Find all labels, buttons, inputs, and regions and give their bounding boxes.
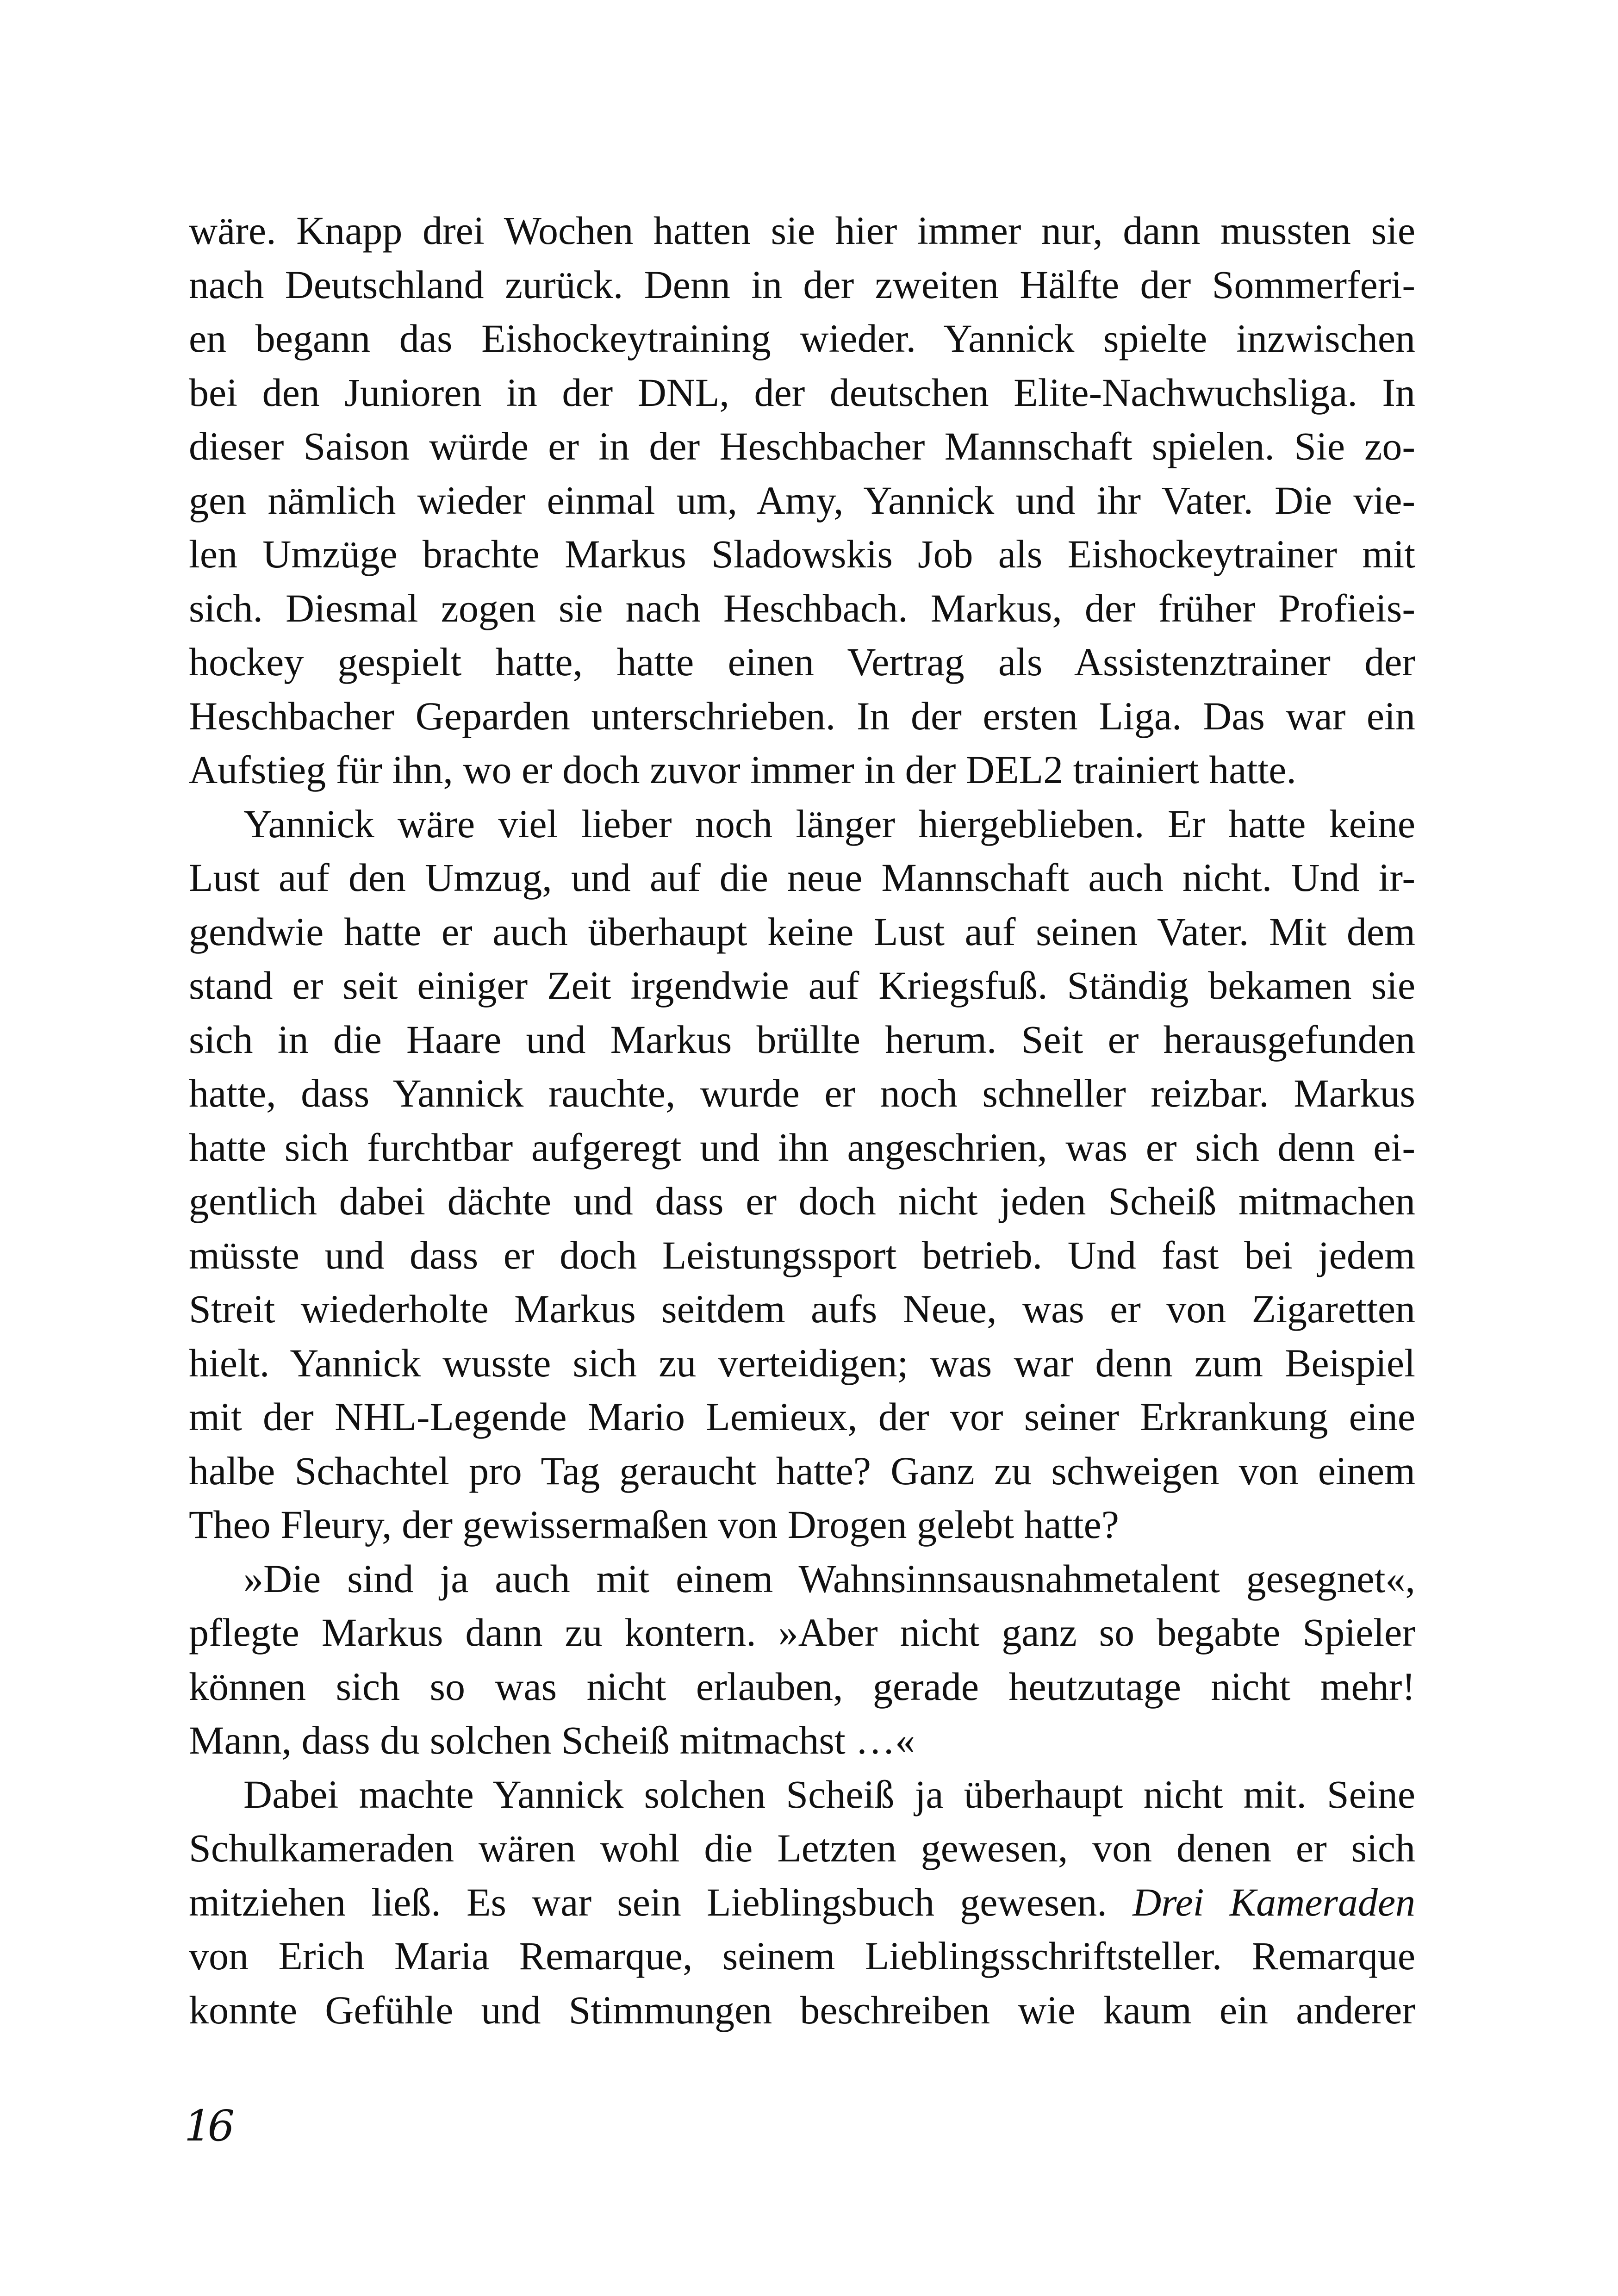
text-line: Yannick wäre viel lieber noch länger hiergeblieben. Er hatte keine	[243, 801, 1415, 846]
text-line: hielt. Yannick wusste sich zu verteidigen; was war denn zum Beispiel	[189, 1340, 1415, 1385]
book-title: Drei Kameraden	[1133, 1879, 1416, 1924]
text-line: Aufstieg für ihn, wo er doch zuvor immer in der DEL2 trainiert hatte.	[189, 747, 1296, 792]
text-line: gen nämlich wieder einmal um, Amy, Yannick und ihr Vater. Die vie-	[189, 478, 1415, 523]
text-line: hatte sich furchtbar aufgeregt und ihn angeschrien, was er sich denn ei-	[189, 1125, 1415, 1170]
text-line: en begann das Eishockeytraining wieder. Yannick spielte inzwischen	[189, 316, 1415, 361]
text-line: Mann, dass du solchen Scheiß mitmachst …«	[189, 1718, 915, 1762]
text-line: bei den Junioren in der DNL, der deutschen Elite-Nachwuchsliga. In	[189, 370, 1415, 415]
text-line: pflegte Markus dann zu kontern. »Aber nicht ganz so begabte Spieler	[189, 1610, 1415, 1655]
body-text	[189, 204, 1415, 2037]
paragraph-4	[189, 1767, 1415, 2037]
text-fragment: mitziehen ließ. Es war sein Lieblingsbuch gewesen.	[189, 1879, 1107, 1924]
text-line-with-title	[189, 1875, 1415, 1929]
text-line: Streit wiederholte Markus seitdem aufs Neue, was er von Zigaretten	[189, 1287, 1415, 1331]
text-line: len Umzüge brachte Markus Sladowskis Job als Eishockeytrainer mit	[189, 532, 1415, 576]
text-line: »Die sind ja auch mit einem Wahnsinnsausnahmetalent gesegnet«,	[243, 1556, 1415, 1601]
text-line: gentlich dabei dächte und dass er doch nicht jeden Scheiß mitmachen	[189, 1179, 1415, 1223]
text-line: wäre. Knapp drei Wochen hatten sie hier immer nur, dann mussten sie	[189, 208, 1415, 253]
paragraph-3	[189, 1552, 1415, 1767]
text-line: halbe Schachtel pro Tag geraucht hatte? Ganz zu schweigen von einem	[189, 1448, 1415, 1493]
text-line: dieser Saison würde er in der Heschbacher Mannschaft spielen. Sie zo-	[189, 424, 1415, 468]
paragraph-2	[189, 797, 1415, 1552]
text-line: mit der NHL-Legende Mario Lemieux, der vor seiner Erkrankung eine	[189, 1394, 1415, 1439]
text-line: können sich so was nicht erlauben, gerade heutzutage nicht mehr!	[189, 1664, 1415, 1709]
text-line: Lust auf den Umzug, und auf die neue Mannschaft auch nicht. Und ir-	[189, 855, 1415, 900]
text-line: gendwie hatte er auch überhaupt keine Lust auf seinen Vater. Mit dem	[189, 909, 1415, 954]
paragraph-1	[189, 204, 1415, 797]
text-line: Dabei machte Yannick solchen Scheiß ja überhaupt nicht mit. Seine	[243, 1772, 1415, 1817]
text-line: Schulkameraden wären wohl die Letzten gewesen, von denen er sich	[189, 1826, 1415, 1870]
text-line: nach Deutschland zurück. Denn in der zweiten Hälfte der Sommerferi-	[189, 262, 1415, 307]
text-line: konnte Gefühle und Stimmungen beschreiben wie kaum ein anderer	[189, 1987, 1415, 2032]
text-line: Heschbacher Geparden unterschrieben. In der ersten Liga. Das war ein	[189, 693, 1415, 738]
text-line: sich in die Haare und Markus brüllte herum. Seit er herausgefunden	[189, 1017, 1415, 1062]
page-number: 16	[184, 2101, 231, 2151]
text-line: müsste und dass er doch Leistungssport betrieb. Und fast bei jedem	[189, 1232, 1415, 1277]
text-line: stand er seit einiger Zeit irgendwie auf Kriegsfuß. Ständig bekamen sie	[189, 963, 1415, 1008]
text-line: Theo Fleury, der gewissermaßen von Drogen gelebt hatte?	[189, 1502, 1119, 1547]
text-line: von Erich Maria Remarque, seinem Lieblingsschriftsteller. Remarque	[189, 1934, 1415, 1978]
text-line: hockey gespielt hatte, hatte einen Vertrag als Assistenztrainer der	[189, 640, 1415, 684]
text-line: hatte, dass Yannick rauchte, wurde er noch schneller reizbar. Markus	[189, 1071, 1415, 1115]
text-line: sich. Diesmal zogen sie nach Heschbach. Markus, der früher Profieis-	[189, 585, 1415, 630]
